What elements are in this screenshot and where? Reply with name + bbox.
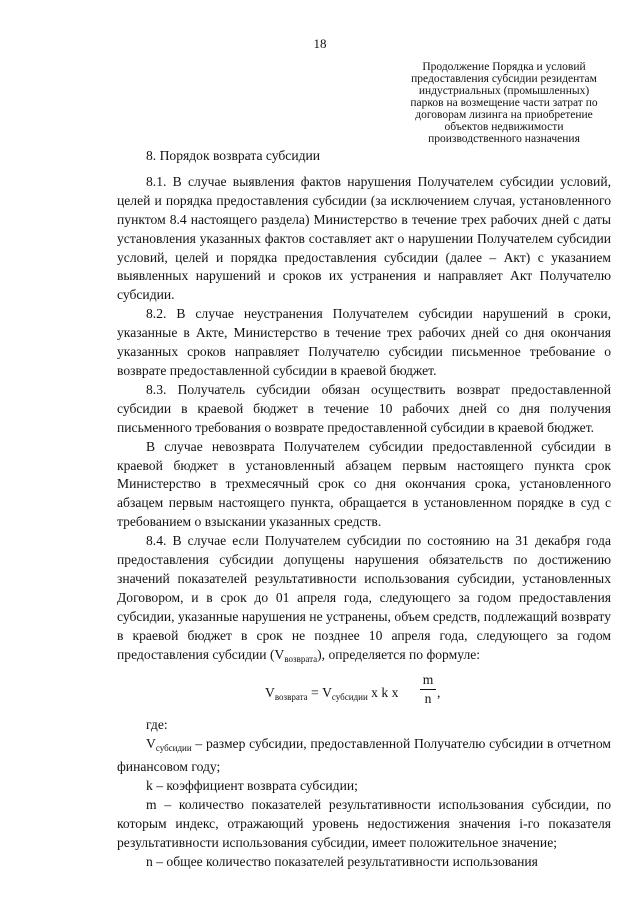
formula-fraction <box>420 672 436 707</box>
paragraph-8-4-subscript: возврата <box>284 653 318 664</box>
where-label: где: <box>146 717 168 733</box>
paragraph-8-4-text-end: ), определяется по формуле: <box>317 646 481 662</box>
document-body <box>117 147 611 872</box>
refund-formula <box>117 672 611 714</box>
definition-v-subsidy-text: – размер субсидии, предоставленной Получателю субсидии в отчетном финансовом году; <box>117 736 611 775</box>
header-note-line: Продолжение Порядка и условий <box>422 61 586 73</box>
header-note <box>393 61 615 145</box>
definition-v-subsidy-symbol: V <box>146 736 156 752</box>
header-note-line: индустриальных (промышленных) <box>418 85 590 97</box>
formula-v-refund: V <box>265 685 275 701</box>
paragraph-8-3-refund-failure: В случае невозврата Получателем субсидии предоставленной субсидии в краевой бюджет в установленный абзацем первым настоящего пункта срок Министерство в трехмесячный срок со дня окончания срока, установленного абзацем первым настоящего пункта, обращается в установленном порядке в суд с требованием о взыскании указанных средств. <box>117 438 611 530</box>
paragraph-8-3: 8.3. Получатель субсидии обязан осуществить возврат предоставленной субсидии в краевой бюджет в течение 10 рабочих дней со дня получения письменного требования о возврате предоставленной субсидии в краевой бюджет. <box>117 381 611 435</box>
paragraph-8-4-text: 8.4. В случае если Получателем субсидии по состоянию на 31 декабря года предоставления субсидии допущены нарушения обязательств по достижению значений показателей результативности использования субсидии, установленных Договором, и в срок до 01 апреля года, следующего за годом предоставления субсидии, указанные нарушения не устранены, объем средств, подлежащий возврату в краевой бюджет в срок не позднее 10 апреля года, следующего за годом предоставления субсидии (V <box>117 533 611 662</box>
header-note-line: объектов недвижимости <box>444 121 564 133</box>
header-note-line: договорам лизинга на приобретение <box>415 109 593 121</box>
formula-v-subsidy-sub: субсидии <box>331 692 368 703</box>
paragraph-8-4 <box>117 532 611 668</box>
formula-v-refund-sub: возврата <box>274 692 308 703</box>
page-number: 18 <box>313 36 327 51</box>
section-title: 8. Порядок возврата субсидии <box>146 148 321 163</box>
definition-m: m – количество показателей результативности использования субсидии, по которым индекс, отражающий уровень недостижения значения i-го показателя результативности использования субсидии, имеет положительное значение; <box>117 797 611 850</box>
definition-v-subsidy <box>117 735 611 777</box>
fraction-bar <box>420 689 436 690</box>
formula-comma: , <box>437 685 441 701</box>
paragraph-8-2: 8.2. В случае неустранения Получателем субсидии нарушений в сроки, указанные в Акте, Министерство в течение трех рабочих дней со дня окончания указанных сроков направляет Получателю субсидии письменное требование о возврате предоставленной субсидии в краевой бюджет. <box>117 306 611 378</box>
definition-v-subsidy-sub: субсидии <box>155 743 192 754</box>
formula-numerator: m <box>422 672 434 688</box>
header-note-line: предоставления субсидии резидентам <box>411 73 597 85</box>
formula-equals: = <box>307 685 323 701</box>
formula-row <box>265 684 402 707</box>
header-note-line: парков на возмещение части затрат по <box>410 97 598 109</box>
formula-multipliers: x k x <box>367 685 402 701</box>
paragraph-8-1: 8.1. В случае выявления фактов нарушения Получателем субсидии условий, целей и порядка предоставления субсидии (за исключением случая, установленного пунктом 8.4 настоящего раздела) Министерство в течение трех рабочих дней с даты установления указанных фактов составляет акт о нарушении Получателем субсидии условий, целей и порядка предоставления субсидии (далее – Акт) с указанием выявленных нарушений и сроков их устранения и направляет Акт Получателю субсидии. <box>117 173 611 303</box>
definition-n: n – общее количество показателей результативности использования <box>146 853 538 869</box>
header-note-line: производственного назначения <box>428 133 580 145</box>
formula-v-subsidy: V <box>322 685 332 701</box>
formula-denominator: n <box>424 691 432 707</box>
definition-k: k – коэффициент возврата субсидии; <box>146 778 358 794</box>
